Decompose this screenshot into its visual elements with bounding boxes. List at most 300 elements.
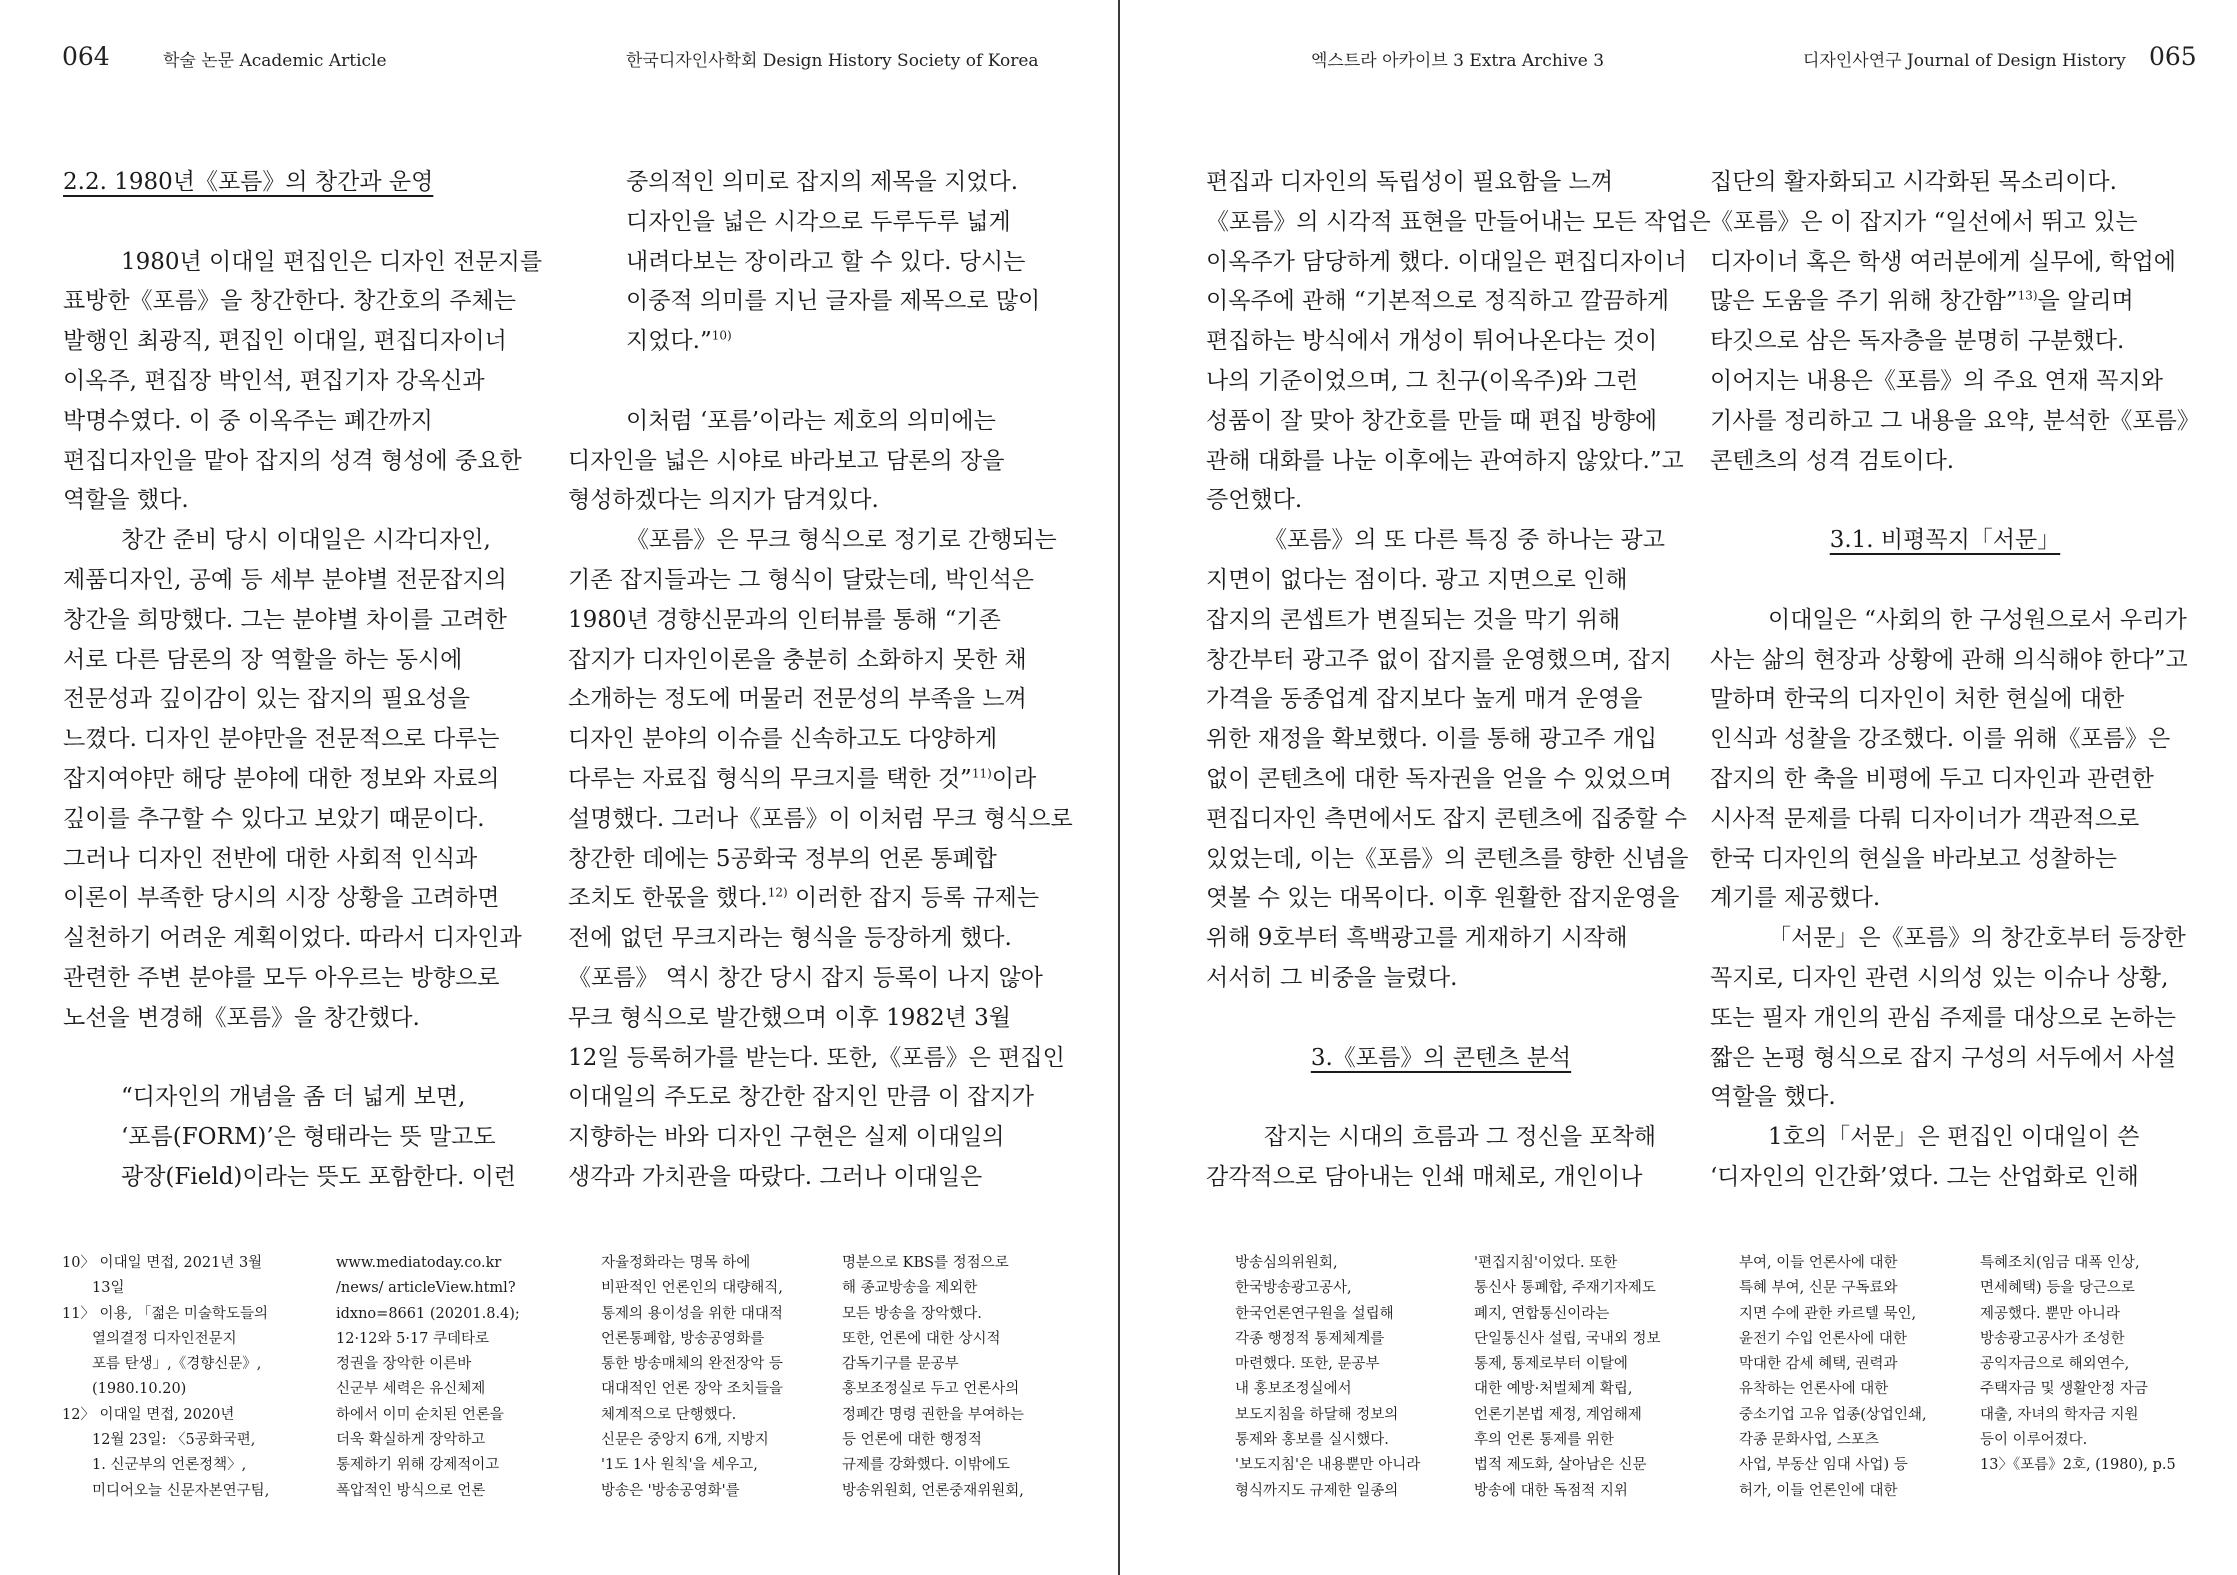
footnote-line xyxy=(842,1302,1092,1327)
footnote-line xyxy=(601,1428,851,1453)
text-line xyxy=(1710,840,2180,880)
footnote-line-text: 방송은 '방송공영화'를 xyxy=(601,1482,740,1499)
text-line-text: 편집과 디자인의 독립성이 필요함을 느껴 xyxy=(1206,169,1613,195)
footnote-line-text: 방송에 대한 독점적 지위 xyxy=(1474,1482,1628,1499)
text-line xyxy=(1710,362,2180,402)
text-line xyxy=(1206,481,1676,521)
text-line xyxy=(63,720,533,760)
footnote-line-text: 통제와 홍보를 실시했다. xyxy=(1235,1432,1389,1449)
body-column-1 xyxy=(1206,163,1711,1198)
footnote-line xyxy=(1739,1251,1989,1276)
footnote-line xyxy=(842,1276,1092,1301)
text-line-text: 설명했다. 그러나《포름》이 이처럼 무크 형식으로 xyxy=(568,805,1073,832)
footnote-line-text: idxno=8661 (20201.8.4); xyxy=(336,1305,520,1322)
text-line-text: 디자인을 넓은 시야로 바라보고 담론의 장을 xyxy=(568,447,1005,474)
text-line-text: 내려다보는 장이라고 할 수 있다. 당시는 xyxy=(626,248,1026,275)
text-line-text: 창간을 희망했다. 그는 분야별 차이를 고려한 xyxy=(63,606,507,633)
text-line-text: 나의 기준이었으며, 그 친구(이옥주)와 그런 xyxy=(1206,367,1639,394)
text-line-text: 없이 콘텐츠에 대한 독자권을 얻을 수 있었으며 xyxy=(1206,765,1673,792)
footnote-line xyxy=(1474,1428,1724,1453)
footnote-line-text: 12월 23일: 〈5공화국편, xyxy=(92,1432,256,1449)
text-line xyxy=(1206,1158,1676,1198)
footnote-line xyxy=(1235,1479,1485,1504)
text-line-text: 짧은 논평 형식으로 잡지 구성의 서두에서 사설 xyxy=(1710,1044,2177,1071)
footnote-line-text: 지면 수에 관한 카르텔 묵인, xyxy=(1739,1305,1917,1322)
text-line xyxy=(568,720,1038,760)
footnote-line-text: 마련했다. 또한, 문공부 xyxy=(1235,1356,1380,1373)
text-line-text: 느꼈다. 디자인 분야만을 전문적으로 다루는 xyxy=(63,726,500,753)
text-line xyxy=(568,163,1038,203)
text-line-text: 감각적으로 담아내는 인쇄 매체로, 개인이나 xyxy=(1206,1163,1643,1190)
section-heading-text: 3.1. 비평꼭지「서문」 xyxy=(1829,527,2061,554)
footnote-line xyxy=(62,1479,312,1504)
footnote-line xyxy=(336,1453,586,1478)
text-line-text: 이론이 부족한 당시의 시장 상황을 고려하면 xyxy=(63,885,500,912)
text-line-text: 이중적 의미를 지닌 글자를 제목으로 많이 xyxy=(626,288,1041,315)
text-line-text: 역할을 했다. xyxy=(63,487,189,514)
footnote-line xyxy=(1474,1403,1724,1428)
footnote-line-text: 12〉 이대일 면접, 2020년 xyxy=(62,1406,235,1423)
text-line xyxy=(1206,840,1689,880)
footnote-line-text: 방송위원회, 언론중재위원회, xyxy=(842,1482,1024,1499)
text-line xyxy=(568,1039,1065,1079)
footnote-line xyxy=(1474,1251,1724,1276)
footnote-line xyxy=(62,1377,312,1402)
footnote-line xyxy=(1980,1327,2230,1352)
footnote-line-text: 자율정화라는 명목 하에 xyxy=(601,1255,751,1271)
text-line-text: 전에 없던 무크지라는 형식을 등장하게 했다. xyxy=(568,925,1012,952)
text-line xyxy=(63,641,533,681)
footnote-line xyxy=(601,1302,851,1327)
text-line-text: 엿볼 수 있는 대목이다. 이후 원활한 잡지운영을 xyxy=(1206,885,1680,912)
text-line-text: 계기를 제공했다. xyxy=(1710,885,1881,912)
text-line-text: 기존 잡지들과는 그 형식이 달랐는데, 박인석은 xyxy=(568,566,1035,593)
footnote-line xyxy=(601,1251,851,1276)
text-line xyxy=(1206,322,1676,362)
text-line xyxy=(63,840,533,880)
text-line xyxy=(1710,402,2200,442)
text-line xyxy=(1710,243,2180,283)
text-line xyxy=(1206,680,1676,720)
footnote-line xyxy=(1739,1428,1989,1453)
footnote-line-text: 신문은 중앙지 6개, 지방지 xyxy=(601,1432,769,1449)
running-header-left: 엑스트라 아카이브 3 Extra Archive 3 xyxy=(1311,51,1605,71)
text-line-text: 창간부터 광고주 없이 잡지를 운영했으며, 잡지 xyxy=(1206,646,1673,673)
text-line-text-after: 이러한 잡지 등록 규제는 xyxy=(787,885,1040,912)
footnote-line-text: 포름 탄생」,《경향신문》, xyxy=(92,1356,262,1373)
footnote-line-text: 각종 문화사업, 스포츠 xyxy=(1739,1432,1879,1449)
footnote-line xyxy=(1980,1377,2230,1402)
text-line-text: 형성하겠다는 의지가 담겨있다. xyxy=(568,487,879,514)
footnote-line-text: 보도지침을 하달해 정보의 xyxy=(1235,1406,1399,1423)
text-line-text: 서서히 그 비중을 늘렸다. xyxy=(1206,964,1458,991)
text-line-text: 잡지여야만 해당 분야에 대한 정보와 자료의 xyxy=(63,765,500,792)
footnote-line-text: 면세혜택) 등을 당근으로 xyxy=(1980,1280,2135,1297)
text-line xyxy=(568,1078,1038,1118)
footnote-line-text: 13〉《포름》2호, (1980), p.5 xyxy=(1980,1457,2176,1474)
footnote-line xyxy=(62,1327,312,1352)
text-line xyxy=(568,561,1038,601)
text-line-text: 잡지의 한 축을 비평에 두고 디자인과 관련한 xyxy=(1710,765,2154,792)
text-line xyxy=(568,203,1038,243)
text-line-text: 이옥주, 편집장 박인석, 편집기자 강옥신과 xyxy=(63,367,485,394)
text-line-text: 《포름》은 이 잡지가 “일선에서 뛰고 있는 xyxy=(1710,208,2138,235)
footnote-line-text: 한국언론연구원을 설립해 xyxy=(1235,1305,1394,1322)
text-line-text: 이옥주가 담당하게 했다. 이대일은 편집디자이너 xyxy=(1206,248,1687,275)
footnote-line xyxy=(62,1276,312,1301)
text-line xyxy=(63,919,533,959)
body-column-1 xyxy=(63,163,543,1198)
text-line xyxy=(568,1158,1038,1198)
footnote-line-text: 각종 행정적 통제체계를 xyxy=(1235,1330,1385,1347)
text-line-text: 잡지가 디자인이론을 충분히 소화하지 못한 채 xyxy=(568,646,1027,673)
text-line-text: 가격을 동종업계 잡지보다 높게 매겨 운영을 xyxy=(1206,686,1643,713)
text-line-text: 위한 재정을 확보했다. 이를 통해 광고주 개입 xyxy=(1206,726,1658,753)
footnote-line-text: 통신사 통폐합, 주재기자제도 xyxy=(1474,1280,1656,1297)
text-line-text: 실천하기 어려운 계획이었다. 따라서 디자인과 xyxy=(63,925,522,952)
text-line xyxy=(1206,442,1684,482)
text-line xyxy=(568,680,1038,720)
section-heading xyxy=(63,163,533,203)
footnote-line-text: 더욱 확실하게 장악하고 xyxy=(336,1432,486,1449)
footnote-line-text: 해 종교방송을 제외한 xyxy=(842,1280,978,1297)
footnote-line-text: 제공했다. 뿐만 아니라 xyxy=(1980,1305,2120,1322)
text-line-text: 다루는 자료집 형식의 무크지를 택한 것” xyxy=(568,765,972,792)
footnote-line xyxy=(336,1479,586,1504)
footnote-line xyxy=(1235,1352,1485,1377)
text-line xyxy=(63,760,533,800)
footnote-line xyxy=(62,1302,312,1327)
footnote-column-1 xyxy=(62,1251,312,1504)
footnote-line-text: 유착하는 언론사에 대한 xyxy=(1739,1381,1889,1398)
footnote-line-text: 법적 제도화, 살아남은 신문 xyxy=(1474,1457,1647,1474)
footnote-line-text: 부여, 이들 언론사에 대한 xyxy=(1739,1255,1898,1271)
footnote-line-text: 언론기본법 제정, 계엄해제 xyxy=(1474,1406,1642,1423)
text-line-text: 노선을 변경해《포름》을 창간했다. xyxy=(63,1004,420,1031)
text-line-text: 창간 준비 당시 이대일은 시각디자인, xyxy=(121,527,491,554)
footnote-line-text: 13일 xyxy=(92,1280,125,1297)
text-line-text: 디자이너 혹은 학생 여러분에게 실무에, 학업에 xyxy=(1710,248,2177,275)
footnote-line xyxy=(1980,1352,2230,1377)
footnote-line-text: 감독기구를 문공부 xyxy=(842,1356,959,1373)
text-line-text: 많은 도움을 주기 위해 창간함” xyxy=(1710,288,2018,315)
text-line-text: 제품디자인, 공예 등 세부 분야별 전문잡지의 xyxy=(63,566,507,593)
text-line-text: 기사를 정리하고 그 내용을 요약, 분석한《포름》 xyxy=(1710,407,2200,434)
paragraph-gap xyxy=(1710,561,2180,601)
text-line-text: 표방한《포름》을 창간한다. 창간호의 주체는 xyxy=(63,288,516,315)
text-line xyxy=(1710,601,2187,641)
footnote-line xyxy=(1739,1403,1989,1428)
text-line xyxy=(63,521,533,561)
text-line-text-after: 을 알리며 xyxy=(2037,288,2134,315)
footnote-line xyxy=(1474,1377,1724,1402)
text-line xyxy=(568,840,1038,880)
text-line xyxy=(1710,879,2180,919)
footnote-line xyxy=(1980,1302,2230,1327)
text-line xyxy=(1206,243,1687,283)
running-header-right: 디자인사연구 Journal of Design History xyxy=(1803,51,2126,71)
text-line xyxy=(63,561,533,601)
text-line-text: 이대일은 “사회의 한 구성원으로서 우리가 xyxy=(1768,606,2187,633)
text-line-text: 잡지는 시대의 흐름과 그 정신을 포착해 xyxy=(1264,1124,1657,1151)
footnote-line-text: 대한 예방·처벌체계 확립, xyxy=(1474,1381,1633,1398)
footnote-line xyxy=(1980,1403,2230,1428)
footnote-line xyxy=(842,1352,1092,1377)
footnote-line-text: 공익자금으로 해외연수, xyxy=(1980,1356,2130,1373)
footnote-line xyxy=(1235,1377,1485,1402)
running-header-right: 한국디자인사학회 Design History Society of Korea xyxy=(626,51,1039,71)
footnote-line xyxy=(1980,1276,2230,1301)
footnote-line-text: 11〉 이용, 「젊은 미술학도들의 xyxy=(62,1305,268,1322)
text-line xyxy=(1206,919,1676,959)
text-line-text: 집단의 활자화되고 시각화된 목소리이다. xyxy=(1710,169,2117,195)
text-line xyxy=(568,800,1073,840)
text-line xyxy=(568,402,1038,442)
footnote-line-text: 비판적인 언론인의 대량해직, xyxy=(601,1280,783,1297)
text-line xyxy=(568,601,1038,641)
text-line xyxy=(568,641,1038,681)
footnote-line-text: /news/ articleView.html? xyxy=(336,1280,516,1297)
text-line xyxy=(568,243,1038,283)
text-line-text: 증언했다. xyxy=(1206,487,1303,514)
text-line xyxy=(1710,282,2180,322)
footnote-line-text: 막대한 감세 혜택, 권력과 xyxy=(1739,1356,1898,1373)
text-line-text: 광장(Field)이라는 뜻도 포함한다. 이런 xyxy=(121,1163,517,1190)
text-line xyxy=(1710,203,2180,243)
text-line xyxy=(63,999,533,1039)
footnote-line-text: 열의결정 디자인전문지 xyxy=(92,1330,237,1347)
footnote-line xyxy=(1474,1453,1724,1478)
text-line-text: 1980년 경향신문과의 인터뷰를 통해 “기존 xyxy=(568,606,1001,633)
footnote-line-text: 후의 언론 통제를 위한 xyxy=(1474,1432,1614,1449)
text-line-text: 이대일의 주도로 창간한 잡지인 만큼 이 잡지가 xyxy=(568,1084,1035,1111)
text-line-text: “디자인의 개념을 좀 더 넓게 보면, xyxy=(121,1084,466,1111)
text-line xyxy=(1710,800,2180,840)
text-line xyxy=(63,481,533,521)
text-line-text: 소개하는 정도에 머물러 전문성의 부족을 느껴 xyxy=(568,686,1027,713)
footnote-line xyxy=(62,1352,312,1377)
footnote-line-text: 언론통폐합, 방송공영화를 xyxy=(601,1330,765,1347)
text-line-text: 관련한 주변 분야를 모두 아우르는 방향으로 xyxy=(63,964,500,991)
text-line xyxy=(63,680,533,720)
text-line-text: 창간한 데에는 5공화국 정부의 언론 통폐합 xyxy=(568,845,997,872)
page-number: 064 xyxy=(62,42,110,71)
text-line xyxy=(1710,760,2180,800)
page-number: 065 xyxy=(2149,42,2197,71)
text-line xyxy=(63,442,533,482)
text-line xyxy=(63,1158,533,1198)
footnote-line-text: 대출, 자녀의 학자금 지원 xyxy=(1980,1406,2139,1423)
footnote-line-text: 폐지, 연합통신이라는 xyxy=(1474,1305,1610,1322)
footnote-line xyxy=(601,1377,851,1402)
footnote-line-text: '1도 1사 원칙'을 세우고, xyxy=(601,1457,758,1474)
text-line xyxy=(1710,442,2180,482)
footnote-reference: 11) xyxy=(971,766,992,781)
footnote-line xyxy=(1235,1428,1485,1453)
footnote-line xyxy=(336,1428,586,1453)
footnote-line-text: 통제하기 위해 강제적이고 xyxy=(336,1457,500,1474)
text-line-text: 말하며 한국의 디자인이 처한 현실에 대한 xyxy=(1710,686,2125,713)
paragraph-gap xyxy=(1206,1078,1676,1118)
footnote-line xyxy=(1739,1276,1989,1301)
text-line xyxy=(1710,1078,2180,1118)
text-line-text: 《포름》 역시 창간 당시 잡지 등록이 나지 않아 xyxy=(568,964,1043,991)
text-line xyxy=(1710,720,2180,760)
footnote-line xyxy=(601,1327,851,1352)
footnote-line xyxy=(1474,1479,1724,1504)
text-line-text: 디자인을 넓은 시각으로 두루두루 넓게 xyxy=(626,208,1011,235)
footnote-line xyxy=(1980,1251,2230,1276)
footnote-line-text: 규제를 강화했다. 이밖에도 xyxy=(842,1457,1010,1474)
text-line-text: 서로 다른 담론의 장 역할을 하는 동시에 xyxy=(63,646,463,673)
footnote-line xyxy=(62,1428,312,1453)
text-line xyxy=(63,601,533,641)
footnote-line-text: 폭압적인 방식으로 언론 xyxy=(336,1482,486,1499)
footnote-line xyxy=(1474,1276,1724,1301)
paragraph-gap xyxy=(1710,481,2180,521)
footnote-line-text: 형식까지도 규제한 일종의 xyxy=(1235,1482,1399,1499)
footnote-line xyxy=(842,1251,1092,1276)
footnote-line-text: '편집지침'이었다. 또한 xyxy=(1474,1255,1618,1271)
footnote-reference: 10) xyxy=(711,328,732,343)
text-line xyxy=(63,402,533,442)
footnote-line-text: 1. 신군부의 언론정책〉, xyxy=(92,1457,247,1474)
footnote-line xyxy=(1739,1352,1989,1377)
footnote-column-1 xyxy=(1235,1251,1485,1504)
text-line xyxy=(1206,1118,1676,1158)
text-line xyxy=(1710,680,2180,720)
text-line-text: 무크 형식으로 발간했으며 이후 1982년 3월 xyxy=(568,1004,1011,1031)
footnote-column-4 xyxy=(842,1251,1092,1504)
text-line-text-after: 이라 xyxy=(991,765,1037,792)
text-line xyxy=(568,760,1038,800)
text-line xyxy=(1206,720,1676,760)
footnote-line xyxy=(1980,1453,2230,1478)
footnote-line xyxy=(62,1403,312,1428)
footnote-line xyxy=(62,1453,312,1478)
footnote-line xyxy=(842,1453,1092,1478)
section-heading-text: 3.《포름》의 콘텐츠 분석 xyxy=(1310,1044,1572,1071)
footnote-line xyxy=(1739,1479,1989,1504)
text-line xyxy=(1710,1039,2180,1079)
footnote-line-text: 통한 방송매체의 완전장악 등 xyxy=(601,1356,783,1373)
footnote-line xyxy=(601,1352,851,1377)
footnote-line xyxy=(1739,1327,1989,1352)
footnote-line xyxy=(336,1251,586,1276)
footnote-line xyxy=(336,1403,586,1428)
text-line xyxy=(1206,282,1676,322)
text-line-text: ‘포름(FORM)’은 형태라는 뜻 말고도 xyxy=(121,1124,496,1151)
footnote-line-text: 신군부 세력은 유신체제 xyxy=(336,1381,486,1398)
text-line-text: 조치도 한몫을 했다. xyxy=(568,885,768,912)
text-line-text: 편집디자인 측면에서도 잡지 콘텐츠에 집중할 수 xyxy=(1206,805,1687,832)
text-line-text: 사는 삶의 현장과 상황에 관해 의식해야 한다”고 xyxy=(1710,646,2188,673)
footnote-line-text: 단일통신사 설립, 국내외 정보 xyxy=(1474,1330,1661,1347)
text-line xyxy=(568,919,1038,959)
paragraph-gap xyxy=(1206,999,1676,1039)
footnote-line-text: 주택자금 및 생활안정 자금 xyxy=(1980,1381,2148,1398)
body-column-2 xyxy=(1710,163,2200,1198)
footnote-line-text: 허가, 이들 언론인에 대한 xyxy=(1739,1482,1898,1499)
text-line-text: 박명수였다. 이 중 이옥주는 폐간까지 xyxy=(63,407,433,434)
text-line-text: 관해 대화를 나눈 이후에는 관여하지 않았다.”고 xyxy=(1206,447,1684,474)
text-line-text: 디자인 분야의 이슈를 신속하고도 다양하게 xyxy=(568,726,998,753)
text-line xyxy=(1206,601,1676,641)
text-line xyxy=(568,959,1043,999)
footnote-line xyxy=(1474,1302,1724,1327)
text-line-text: 12일 등록허가를 받는다. 또한,《포름》은 편집인 xyxy=(568,1044,1065,1071)
text-line xyxy=(568,521,1057,561)
text-line-text: 1호의「서문」은 편집인 이대일이 쓴 xyxy=(1768,1124,2140,1151)
text-line xyxy=(1206,163,1676,203)
footnote-line-text: 사업, 부동산 임대 사업) 등 xyxy=(1739,1457,1908,1474)
text-line xyxy=(1710,322,2180,362)
text-line xyxy=(1710,1118,2180,1158)
text-line-text: 성품이 잘 맞아 창간호를 만들 때 편집 방향에 xyxy=(1206,407,1658,434)
text-line-text: 이어지는 내용은《포름》의 주요 연재 꼭지와 xyxy=(1710,367,2163,394)
footnote-column-4 xyxy=(1980,1251,2230,1479)
text-line-text: 이옥주에 관해 “기본적으로 정직하고 깔끔하게 xyxy=(1206,288,1670,315)
text-line xyxy=(1206,641,1676,681)
text-line-text: 《포름》의 또 다른 특징 중 하나는 광고 xyxy=(1264,527,1665,554)
text-line xyxy=(63,1118,533,1158)
footnote-line xyxy=(62,1251,312,1276)
text-line-text: 지면이 없다는 점이다. 광고 지면으로 인해 xyxy=(1206,566,1628,593)
footnote-line-text: 미디어오늘 신문자본연구팀, xyxy=(92,1482,270,1499)
text-line xyxy=(1206,879,1680,919)
text-line xyxy=(1206,203,1711,243)
footnote-line-text: 정폐간 명령 권한을 부여하는 xyxy=(842,1406,1024,1423)
text-line xyxy=(568,442,1038,482)
footnote-line-text: 10〉 이대일 면접, 2021년 3월 xyxy=(62,1255,263,1271)
text-line-text: 인식과 성찰을 강조했다. 이를 위해《포름》은 xyxy=(1710,726,2171,753)
text-line-text: 편집하는 방식에서 개성이 튀어나온다는 것이 xyxy=(1206,328,1658,355)
paragraph-gap xyxy=(63,203,533,243)
text-line xyxy=(63,879,533,919)
text-line-text: 이처럼 ‘포름’이라는 제호의 의미에는 xyxy=(626,407,996,434)
footnote-line xyxy=(336,1327,586,1352)
footnote-line xyxy=(1739,1302,1989,1327)
footnote-line-text: 윤전기 수입 언론사에 대한 xyxy=(1739,1330,1907,1347)
footnote-line xyxy=(1235,1302,1485,1327)
left-page xyxy=(0,0,1118,1575)
footnote-line-text: '보도지침'은 내용뿐만 아니라 xyxy=(1235,1457,1421,1474)
text-line xyxy=(568,1118,1038,1158)
footnote-column-2 xyxy=(1474,1251,1724,1504)
text-line-text: ‘디자인의 인간화’였다. 그는 산업화로 인해 xyxy=(1710,1163,2139,1190)
footnote-line xyxy=(842,1403,1092,1428)
footnote-line xyxy=(1235,1276,1485,1301)
section-heading-text: 2.2. 1980년《포름》의 창간과 운영 xyxy=(63,169,434,195)
text-line xyxy=(1206,362,1676,402)
text-line xyxy=(568,282,1041,322)
text-line xyxy=(1710,999,2180,1039)
footnote-line-text: 12·12와 5·17 쿠데타로 xyxy=(336,1330,490,1347)
footnote-column-3 xyxy=(1739,1251,1989,1504)
footnote-line xyxy=(336,1276,586,1301)
text-line-text: 또는 필자 개인의 관심 주제를 대상으로 논하는 xyxy=(1710,1004,2177,1031)
footnote-line xyxy=(336,1377,586,1402)
section-heading xyxy=(1710,521,2180,561)
footnote-line-text: 방송광고공사가 조성한 xyxy=(1980,1330,2125,1347)
text-line-text: 위해 9호부터 흑백광고를 게재하기 시작해 xyxy=(1206,925,1628,952)
footnote-line-text: 등 언론에 대한 행정적 xyxy=(842,1432,982,1449)
text-line xyxy=(1206,800,1687,840)
footnote-line xyxy=(1474,1327,1724,1352)
text-line xyxy=(1710,959,2180,999)
footnote-line xyxy=(1235,1251,1485,1276)
footnote-line xyxy=(601,1479,851,1504)
